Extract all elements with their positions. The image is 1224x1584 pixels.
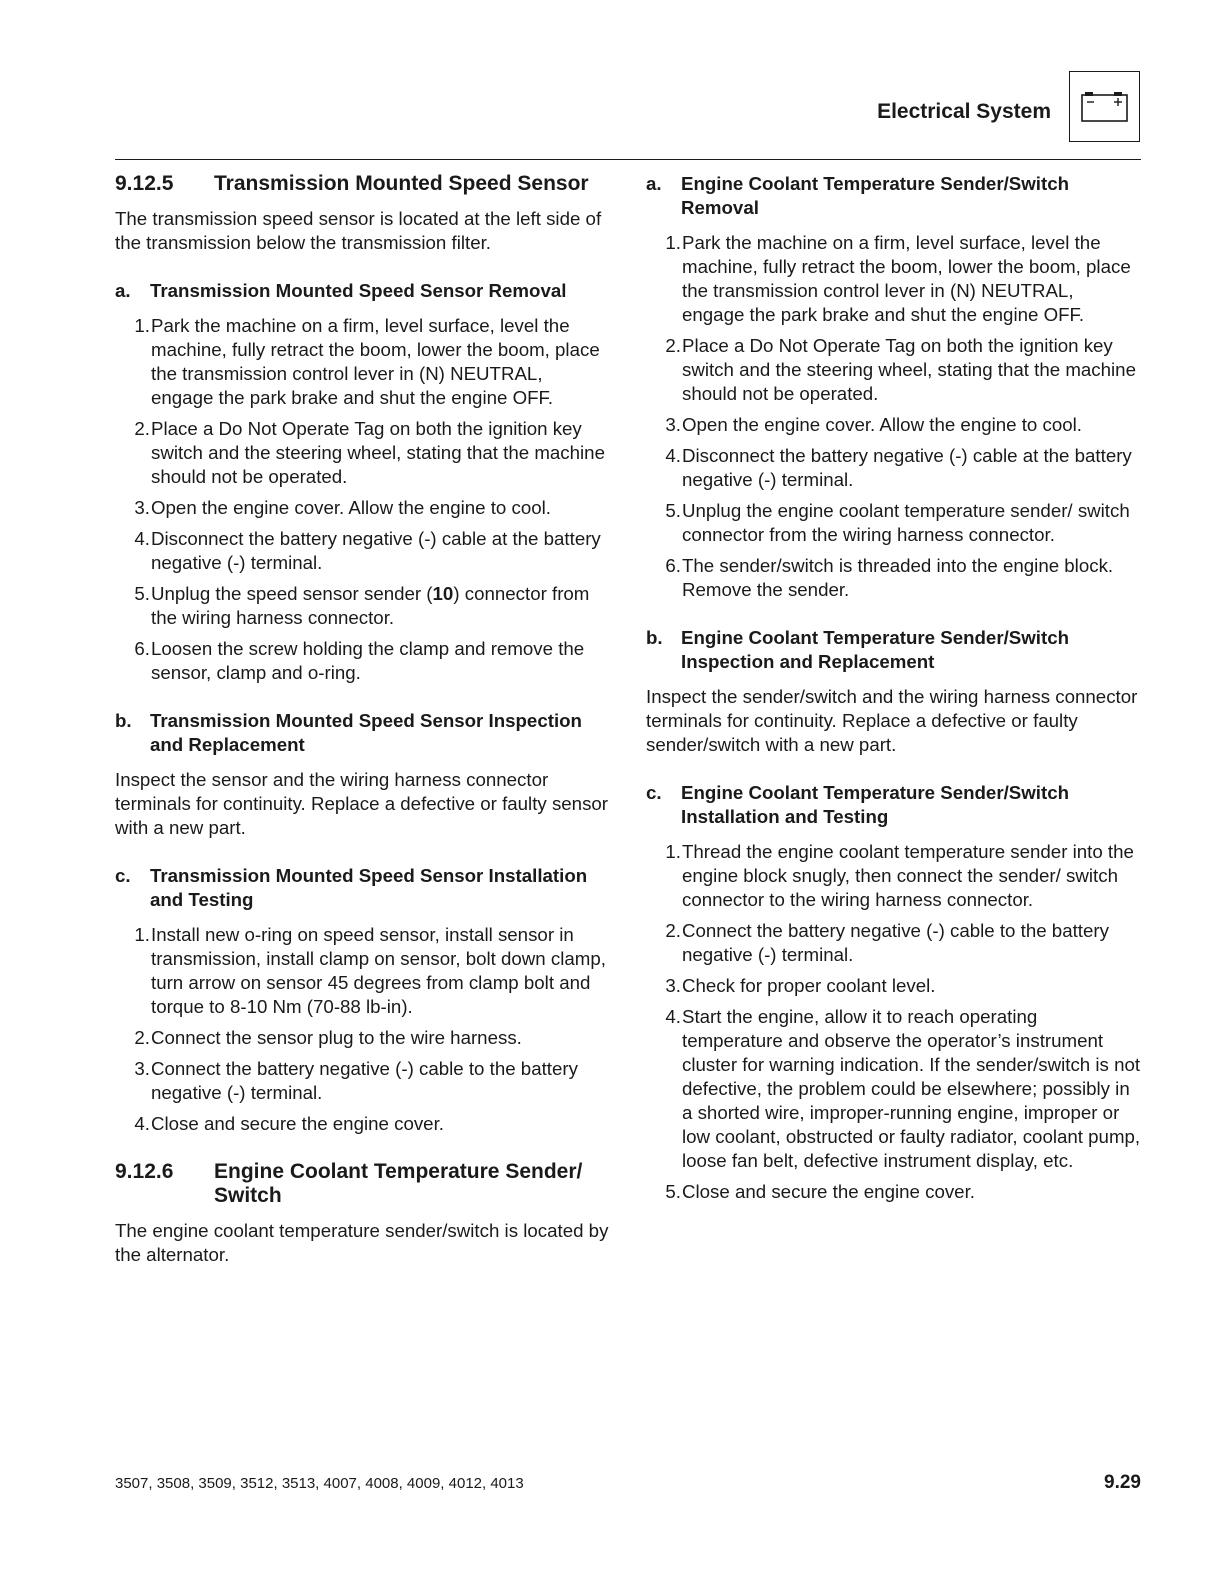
callout-number: 10 — [432, 583, 454, 604]
section-title — [115, 1160, 610, 1208]
step-number: 6. — [665, 555, 681, 576]
section-number: 9.12.6 — [115, 1160, 174, 1183]
step-text: Thread the engine coolant temperature sender into the engine block snugly, then connect the sender/ switch connector to the wiring harness connector. — [682, 841, 1134, 910]
subsection-body: Inspect the sensor and the wiring harness connector terminals for continuity. Replace a defective or faulty sensor with a new part. — [115, 769, 609, 838]
step-number: 2. — [134, 1027, 150, 1048]
step-number: 2. — [134, 418, 150, 439]
subsection-title — [646, 781, 1141, 829]
list-item — [646, 334, 1141, 406]
step-number: 3. — [134, 1058, 150, 1079]
list-item — [115, 314, 610, 410]
list-item — [646, 444, 1141, 492]
header-icon-box — [1069, 71, 1140, 142]
step-text: Start the engine, allow it to reach operating temperature and observe the operator’s instrument cluster for warning indication. If the sender/switch is not defective, the problem could be elsewhere; possibly in a shorted wire, improper-running engine, improper or low coolant, obstructed or faulty radiator, coolant pump, loose fan belt, defective instrument display, etc. — [682, 1006, 1141, 1171]
list-item — [646, 974, 1141, 998]
list-item — [646, 413, 1141, 437]
subsection-letter: b. — [646, 627, 663, 648]
step-number: 5. — [665, 1181, 681, 1202]
subsection-heading: Transmission Mounted Speed Sensor Removal — [150, 280, 567, 301]
steps-list — [115, 314, 610, 685]
step-text: Place a Do Not Operate Tag on both the ignition key switch and the steering wheel, stating that the machine should not be operated. — [151, 418, 605, 487]
step-number: 1. — [665, 232, 681, 253]
step-text: Connect the battery negative (-) cable to the battery negative (-) terminal. — [682, 920, 1109, 965]
left-column — [115, 172, 610, 1267]
subsection-title — [646, 626, 1141, 674]
step-text: Open the engine cover. Allow the engine to cool. — [682, 414, 1082, 435]
subsection-letter: b. — [115, 710, 132, 731]
step-text: Loosen the screw holding the clamp and remove the sensor, clamp and o-ring. — [151, 638, 585, 683]
step-number: 3. — [134, 497, 150, 518]
step-number: 4. — [665, 1006, 681, 1027]
step-text: Check for proper coolant level. — [682, 975, 936, 996]
list-item — [646, 1005, 1141, 1173]
subsection-letter: a. — [646, 173, 662, 194]
list-item — [115, 1112, 610, 1136]
subsection-letter: c. — [646, 782, 662, 803]
step-text: Park the machine on a firm, level surface, level the machine, fully retract the boom, lower the boom, place the transmission control lever in (N) NEUTRAL, engage the park brake and shut the engine OFF. — [151, 315, 600, 408]
header-title: Electrical System — [877, 100, 1051, 123]
step-text: Connect the sensor plug to the wire harness. — [151, 1027, 522, 1048]
step-number: 5. — [665, 500, 681, 521]
step-text: Install new o-ring on speed sensor, install sensor in transmission, install clamp on sensor, bolt down clamp, turn arrow on sensor 45 degrees from clamp bolt and torque to 8-10 Nm (70-88 lb-in). — [151, 924, 606, 1017]
steps-list — [646, 840, 1141, 1204]
step-number: 1. — [134, 315, 150, 336]
subsection-letter: a. — [115, 280, 131, 301]
list-item — [115, 496, 610, 520]
step-text: Open the engine cover. Allow the engine to cool. — [151, 497, 551, 518]
step-number: 4. — [134, 528, 150, 549]
list-item — [115, 923, 610, 1019]
list-item — [646, 1180, 1141, 1204]
step-number: 5. — [134, 583, 150, 604]
section-intro: The engine coolant temperature sender/switch is located by the alternator. — [115, 1220, 609, 1265]
step-text: Disconnect the battery negative (-) cable at the battery negative (-) terminal. — [682, 445, 1132, 490]
list-item — [646, 499, 1141, 547]
subsection-title — [115, 279, 610, 303]
subsection-title — [115, 864, 610, 912]
section-heading: Transmission Mounted Speed Sensor — [214, 172, 589, 195]
step-text: Unplug the engine coolant temperature sender/ switch connector from the wiring harness connector. — [682, 500, 1130, 545]
section-title — [115, 172, 610, 196]
step-number: 4. — [134, 1113, 150, 1134]
step-number: 4. — [665, 445, 681, 466]
list-item — [646, 231, 1141, 327]
subsection-heading: Engine Coolant Temperature Sender/Switch Installation and Testing — [681, 782, 1070, 827]
section-intro: The transmission speed sensor is located at the left side of the transmission below the transmission filter. — [115, 208, 602, 253]
step-number: 2. — [665, 335, 681, 356]
list-item — [115, 417, 610, 489]
subsection-title — [646, 172, 1141, 220]
list-item — [115, 1057, 610, 1105]
list-item — [115, 582, 610, 630]
subsection-heading: Transmission Mounted Speed Sensor Inspection and Replacement — [150, 710, 582, 755]
section-number: 9.12.5 — [115, 172, 174, 195]
list-item — [646, 554, 1141, 602]
section-heading: Engine Coolant Temperature Sender/ Switch — [214, 1160, 583, 1207]
subsection-body: Inspect the sender/switch and the wiring harness connector terminals for continuity. Replace a defective or faulty sender/switch with a new part. — [646, 686, 1138, 755]
step-text: Connect the battery negative (-) cable to the battery negative (-) terminal. — [151, 1058, 578, 1103]
subsection-heading: Transmission Mounted Speed Sensor Installation and Testing — [150, 865, 588, 910]
steps-list — [115, 923, 610, 1136]
step-text: Unplug the speed sensor sender (10) connector from the wiring harness connector. — [151, 583, 590, 628]
header-divider — [115, 159, 1141, 160]
list-item — [115, 1026, 610, 1050]
subsection-title — [115, 709, 610, 757]
step-number: 2. — [665, 920, 681, 941]
step-text: Park the machine on a firm, level surface, level the machine, fully retract the boom, lower the boom, place the transmission control lever in (N) NEUTRAL, engage the park brake and shut the engine OFF. — [682, 232, 1131, 325]
step-text: Disconnect the battery negative (-) cable at the battery negative (-) terminal. — [151, 528, 601, 573]
list-item — [115, 527, 610, 575]
list-item — [115, 637, 610, 685]
list-item — [646, 919, 1141, 967]
subsection-letter: c. — [115, 865, 131, 886]
steps-list — [646, 231, 1141, 602]
step-text: Place a Do Not Operate Tag on both the ignition key switch and the steering wheel, stating that the machine should not be operated. — [682, 335, 1136, 404]
step-number: 6. — [134, 638, 150, 659]
step-number: 1. — [134, 924, 150, 945]
step-text: Close and secure the engine cover. — [151, 1113, 444, 1134]
battery-icon — [1081, 89, 1128, 123]
subsection-heading: Engine Coolant Temperature Sender/Switch Inspection and Replacement — [681, 627, 1070, 672]
subsection-heading: Engine Coolant Temperature Sender/Switch Removal — [681, 173, 1070, 218]
list-item — [646, 840, 1141, 912]
step-text: The sender/switch is threaded into the engine block. Remove the sender. — [682, 555, 1114, 600]
page-number: 9.29 — [1104, 1472, 1141, 1493]
right-column — [646, 172, 1141, 1204]
step-text: Close and secure the engine cover. — [682, 1181, 975, 1202]
step-number: 3. — [665, 414, 681, 435]
footer-model-numbers: 3507, 3508, 3509, 3512, 3513, 4007, 4008, 4009, 4012, 4013 — [115, 1475, 524, 1492]
step-number: 3. — [665, 975, 681, 996]
step-number: 1. — [665, 841, 681, 862]
